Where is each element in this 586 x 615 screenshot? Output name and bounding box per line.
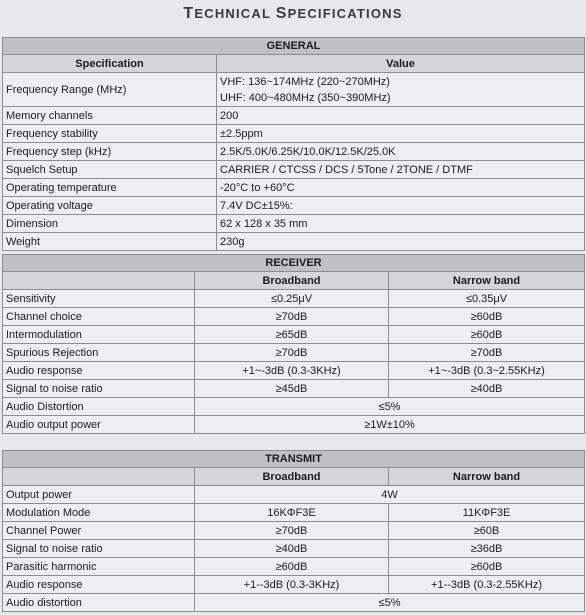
broad-value: +1~-3dB (0.3-3KHz) — [195, 362, 389, 380]
row-label: Modulation Mode — [3, 504, 195, 522]
row-label: Squelch Setup — [3, 161, 217, 179]
table-row — [3, 540, 585, 558]
merged-value: ≥1W±10% — [195, 416, 585, 434]
col-specification: Specification — [3, 55, 217, 73]
table-row — [3, 504, 585, 522]
row-value: 230g — [217, 233, 585, 251]
row-label: Audio response — [3, 576, 195, 594]
narrow-value: ≥60dB — [389, 326, 585, 344]
general-header: GENERAL — [3, 38, 585, 55]
row-label: Audio distortion — [3, 594, 195, 612]
row-label: Dimension — [3, 215, 217, 233]
col-broadband: Broadband — [195, 468, 389, 486]
table-row — [3, 107, 585, 125]
row-label: Operating voltage — [3, 197, 217, 215]
row-label: Signal to noise ratio — [3, 540, 195, 558]
col-blank — [3, 468, 195, 486]
receiver-header: RECEIVER — [3, 255, 585, 272]
table-row — [3, 179, 585, 197]
broad-value: ≥60dB — [195, 558, 389, 576]
freq-vhf: VHF: 136~174MHz (220~270MHz) — [220, 75, 390, 88]
narrow-value: +1--3dB (0.3-2.55KHz) — [389, 576, 585, 594]
narrow-value: ≥60dB — [389, 558, 585, 576]
table-row — [3, 522, 585, 540]
narrow-value: +1~-3dB (0.3~2.55KHz) — [389, 362, 585, 380]
row-value: CARRIER / CTCSS / DCS / 5Tone / 2TONE / DTMF — [217, 161, 585, 179]
row-value: 7.4V DC±15%: — [217, 197, 585, 215]
table-row — [3, 416, 585, 434]
transmit-header: TRANSMIT — [3, 451, 585, 468]
broad-value: 16KΦF3E — [195, 504, 389, 522]
row-label: Channel choice — [3, 308, 195, 326]
table-row — [3, 326, 585, 344]
row-label: Output power — [3, 486, 195, 504]
page-title: TECHNICAL SPECIFICATIONS — [183, 5, 403, 22]
narrow-value: ≥40dB — [389, 380, 585, 398]
row-label: Channel Power — [3, 522, 195, 540]
narrow-value: ≤0.35μV — [389, 290, 585, 308]
row-label: Audio Distortion — [3, 398, 195, 416]
row-label: Parasitic harmonic — [3, 558, 195, 576]
row-label: Audio response — [3, 362, 195, 380]
table-row — [3, 125, 585, 143]
table-row — [3, 73, 585, 107]
row-label: Audio output power — [3, 416, 195, 434]
row-value: 200 — [217, 107, 585, 125]
merged-value: 4W — [195, 486, 585, 504]
table-row — [3, 558, 585, 576]
table-row — [3, 344, 585, 362]
broad-value: ≥70dB — [195, 308, 389, 326]
narrow-value: ≥60B — [389, 522, 585, 540]
table-row — [3, 362, 585, 380]
row-value: 2.5K/5.0K/6.25K/10.0K/12.5K/25.0K — [217, 143, 585, 161]
row-value: 62 x 128 x 35 mm — [217, 215, 585, 233]
row-value: ±2.5ppm — [217, 125, 585, 143]
row-label: Operating temperature — [3, 179, 217, 197]
table-row — [3, 594, 585, 612]
row-value: -20°C to +60°C — [217, 179, 585, 197]
row-label: Sensitivity — [3, 290, 195, 308]
col-narrowband: Narrow band — [389, 272, 585, 290]
receiver-table — [2, 254, 585, 434]
table-row — [3, 308, 585, 326]
col-blank — [3, 272, 195, 290]
broad-value: ≥70dB — [195, 344, 389, 362]
row-label: Spurious Rejection — [3, 344, 195, 362]
table-row — [3, 486, 585, 504]
row-label: Frequency stability — [3, 125, 217, 143]
transmit-table — [2, 450, 585, 612]
row-label: Weight — [3, 233, 217, 251]
table-row — [3, 161, 585, 179]
table-row — [3, 143, 585, 161]
table-row — [3, 197, 585, 215]
row-label: Signal to noise ratio — [3, 380, 195, 398]
merged-value: ≤5% — [195, 398, 585, 416]
broad-value: ≥45dB — [195, 380, 389, 398]
row-value — [217, 73, 585, 107]
general-table — [2, 37, 585, 251]
narrow-value: ≥36dB — [389, 540, 585, 558]
freq-uhf: UHF: 400~480MHz (350~390MHz) — [220, 91, 391, 104]
narrow-value: ≥70dB — [389, 344, 585, 362]
col-broadband: Broadband — [195, 272, 389, 290]
col-narrowband: Narrow band — [389, 468, 585, 486]
table-row — [3, 233, 585, 251]
row-label: Intermodulation — [3, 326, 195, 344]
row-label: Frequency step (kHz) — [3, 143, 217, 161]
narrow-value: 11KΦF3E — [389, 504, 585, 522]
row-label: Frequency Range (MHz) — [3, 73, 217, 107]
broad-value: +1--3dB (0.3-3KHz) — [195, 576, 389, 594]
col-value: Value — [217, 55, 585, 73]
table-row — [3, 380, 585, 398]
broad-value: ≥70dB — [195, 522, 389, 540]
table-row — [3, 398, 585, 416]
row-label: Memory channels — [3, 107, 217, 125]
table-row — [3, 290, 585, 308]
table-row — [3, 576, 585, 594]
table-row — [3, 215, 585, 233]
merged-value: ≤5% — [195, 594, 585, 612]
narrow-value: ≥60dB — [389, 308, 585, 326]
broad-value: ≥40dB — [195, 540, 389, 558]
broad-value: ≥65dB — [195, 326, 389, 344]
broad-value: ≤0.25μV — [195, 290, 389, 308]
